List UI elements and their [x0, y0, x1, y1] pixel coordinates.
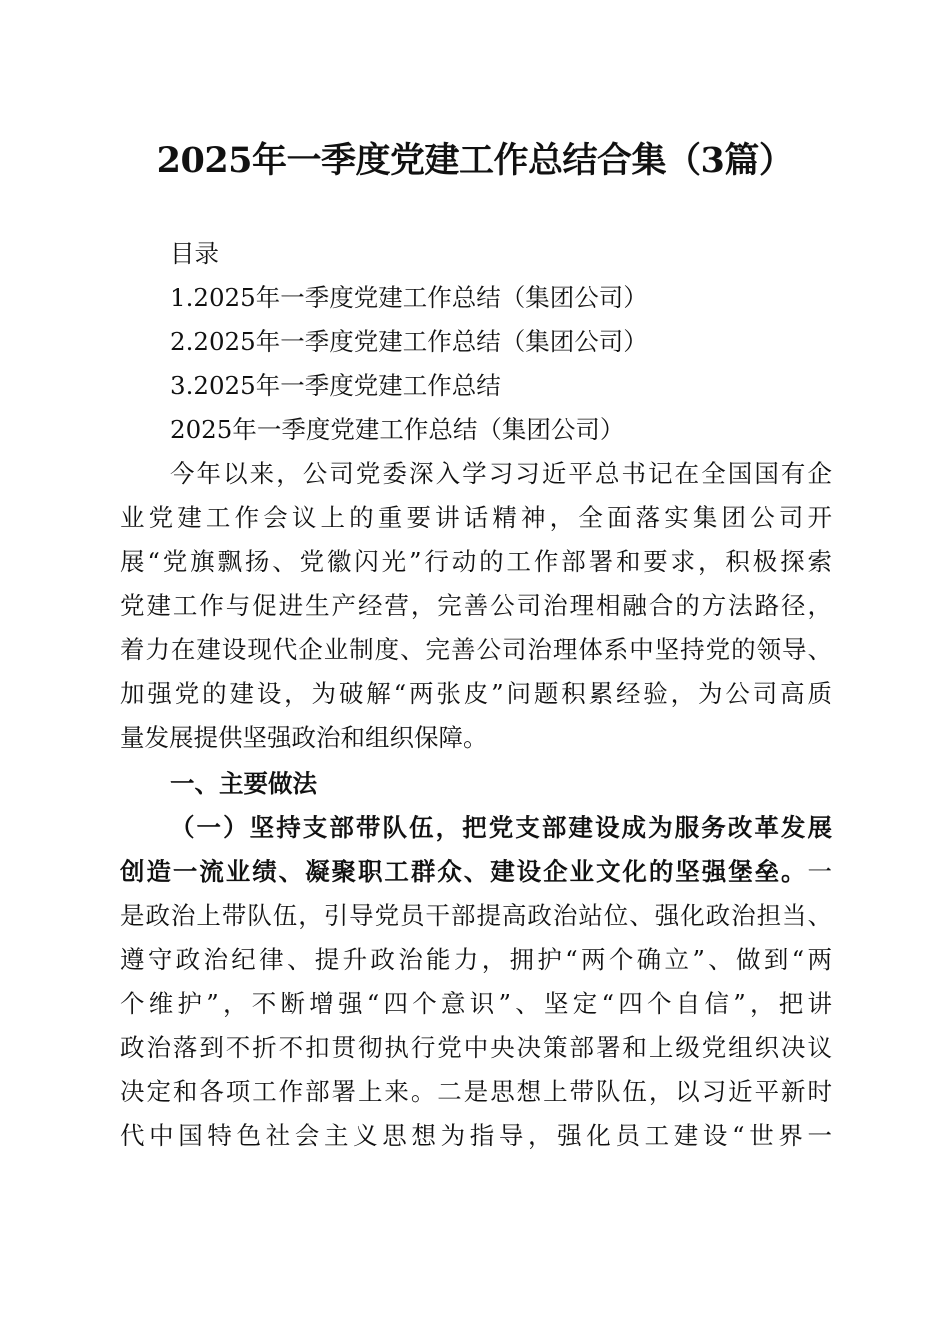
body-line-6: 代中国特色社会主义思想为指导，强化员工建设“世界一 [120, 1121, 832, 1150]
toc-label: 目录 [170, 239, 219, 268]
article-title: 2025年一季度党建工作总结（集团公司） [170, 415, 625, 444]
sub-heading-line-2: 创造一流业绩、凝聚职工群众、建设企业文化的坚强堡垒。 [120, 857, 808, 886]
intro-line-6: 加强党的建设，为破解“两张皮”问题积累经验，为公司高质 [120, 679, 832, 708]
sub-heading-line-2-row [120, 854, 832, 890]
toc-item-2: 2.2025年一季度党建工作总结（集团公司） [170, 327, 648, 356]
body-line-2: 遵守政治纪律、提升政治能力，拥护“两个确立”、做到“两 [120, 945, 832, 974]
sub-heading-line-1: （一）坚持支部带队伍，把党支部建设成为服务改革发展 [170, 813, 832, 842]
intro-line-3: 展“党旗飘扬、党徽闪光”行动的工作部署和要求，积极探索 [120, 547, 832, 576]
body-line-3: 个维护”，不断增强“四个意识”、坚定“四个自信”，把讲 [120, 989, 832, 1018]
sub-heading-tail: 一 [807, 857, 832, 886]
body-line-4: 政治落到不折不扣贯彻执行党中央决策部署和上级党组织决议 [120, 1033, 832, 1062]
intro-line-4: 党建工作与促进生产经营，完善公司治理相融合的方法路径， [120, 591, 832, 620]
body-line-5: 决定和各项工作部署上来。二是思想上带队伍，以习近平新时 [120, 1077, 832, 1106]
intro-line-1: 今年以来，公司党委深入学习习近平总书记在全国国有企 [170, 459, 832, 488]
intro-line-2: 业党建工作会议上的重要讲话精神，全面落实集团公司开 [120, 503, 832, 532]
intro-line-7: 量发展提供坚强政治和组织保障。 [120, 723, 488, 752]
body-line-1: 是政治上带队伍，引导党员干部提高政治站位、强化政治担当、 [120, 901, 832, 930]
toc-item-1: 1.2025年一季度党建工作总结（集团公司） [170, 283, 648, 312]
intro-line-5: 着力在建设现代企业制度、完善公司治理体系中坚持党的领导、 [120, 635, 832, 664]
section-heading: 一、主要做法 [170, 769, 317, 798]
toc-item-3: 3.2025年一季度党建工作总结 [170, 371, 501, 400]
document-title: 2025年一季度党建工作总结合集（3篇） [156, 140, 794, 181]
